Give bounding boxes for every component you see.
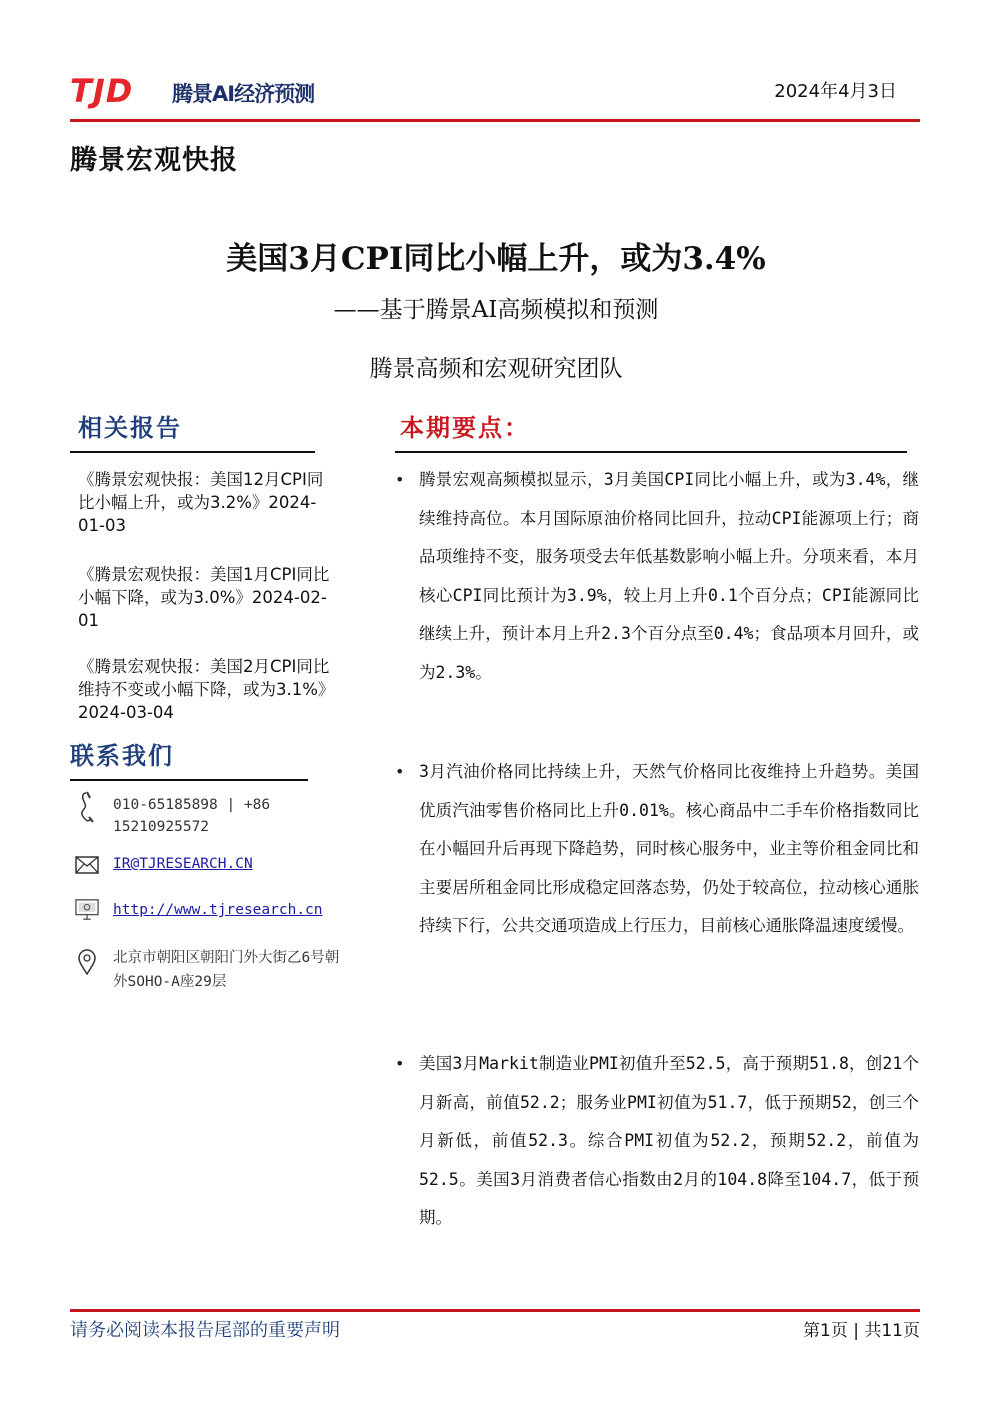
bullet-icon: •: [395, 1054, 405, 1073]
footer-divider: [70, 1309, 920, 1312]
highlight-bullet: [395, 753, 920, 1023]
contact-phone[interactable]: 010-65185898 | +86 15210925572: [113, 797, 271, 835]
highlight-text: 3月汽油价格同比持续上升，天然气价格同比夜维持上升趋势。美国优质汽油零售价格同比上升0.01%。核心商品中二手车价格指数同比在小幅回升后再现下降趋势，同时核心服务中，业主等价租金同比和主要居所租金同比形成稳定回落态势，仍处于较高位，拉动核心通胀持续下行，公共交通项造成上行压力，目前核心通胀降温速度缓慢。: [419, 762, 919, 935]
report-title: 美国3月CPI同比小幅上升，或为3.4%: [226, 241, 766, 277]
contact-address-row: [75, 946, 355, 994]
monitor-icon: [75, 898, 99, 922]
contact-divider: [70, 779, 308, 781]
report-subtitle: ——基于腾景AI高频模拟和预测: [333, 297, 659, 323]
highlight-bullet: [395, 1045, 920, 1240]
report-date: 2024年4月3日: [774, 81, 897, 102]
related-reports-heading: 相关报告: [78, 413, 182, 442]
contact-website-row: [75, 898, 355, 924]
highlights-divider: [395, 451, 907, 453]
highlight-text: 美国3月Markit制造业PMI初值升至52.5，高于预期51.8，创21个月新高，前值52.2；服务业PMI初值为51.7，低于预期52，创三个月新低，前值52.3。综合PMI初值为52.2，预期52.2，前值为52.5。美国3月消费者信心指数由2月的104.8降至104.7，低于预期。: [419, 1054, 919, 1227]
highlights-heading: 本期要点：: [400, 413, 530, 442]
related-reports-divider: [70, 451, 315, 453]
phone-icon: [75, 796, 99, 820]
page-indicator: 第1页 | 共11页: [803, 1321, 920, 1341]
contact-heading: 联系我们: [70, 741, 174, 770]
related-report-item[interactable]: 《腾景宏观快报：美国12月CPI同比小幅上升，或为3.2%》2024-01-03: [78, 470, 324, 535]
mail-icon: [75, 853, 99, 877]
contact-email-row: [75, 853, 355, 877]
related-report-item[interactable]: 《腾景宏观快报：美国1月CPI同比小幅下降，或为3.0%》2024-02-01: [78, 565, 330, 630]
series-title: 腾景宏观快报: [70, 145, 238, 176]
research-team: 腾景高频和宏观研究团队: [369, 356, 623, 382]
contact-website-link[interactable]: http://www.tjresearch.cn: [113, 902, 323, 918]
contact-address: 北京市朝阳区朝阳门外大街乙6号朝外SOHO-A座29层: [113, 950, 340, 990]
bullet-icon: •: [395, 762, 405, 781]
brand-name: 腾景AI经济预测: [172, 82, 315, 106]
bullet-icon: •: [395, 470, 405, 489]
highlight-text: 腾景宏观高频模拟显示，3月美国CPI同比小幅上升，或为3.4%，继续维持高位。本月国际原油价格同比回升，拉动CPI能源项上行；商品项维持不变，服务项受去年低基数影响小幅上升。分项来看，本月核心CPI同比预计为3.9%，较上月上升0.1个百分点；CPI能源同比继续上升，预计本月上升2.3个百分点至0.4%；食品项本月回升，或为2.3%。: [419, 470, 919, 682]
contact-phone-row: [75, 794, 355, 840]
header-divider: [70, 119, 920, 122]
disclaimer-note: 请务必阅读本报告尾部的重要声明: [70, 1320, 340, 1341]
highlight-bullet: [395, 461, 920, 731]
location-pin-icon: [75, 950, 99, 974]
contact-email-link[interactable]: IR@TJRESEARCH.CN: [113, 856, 253, 872]
related-report-item[interactable]: 《腾景宏观快报：美国2月CPI同比维持不变或小幅下降，或为3.1%》2024-03-04: [78, 657, 330, 722]
tjd-logo: TJD: [70, 72, 134, 110]
